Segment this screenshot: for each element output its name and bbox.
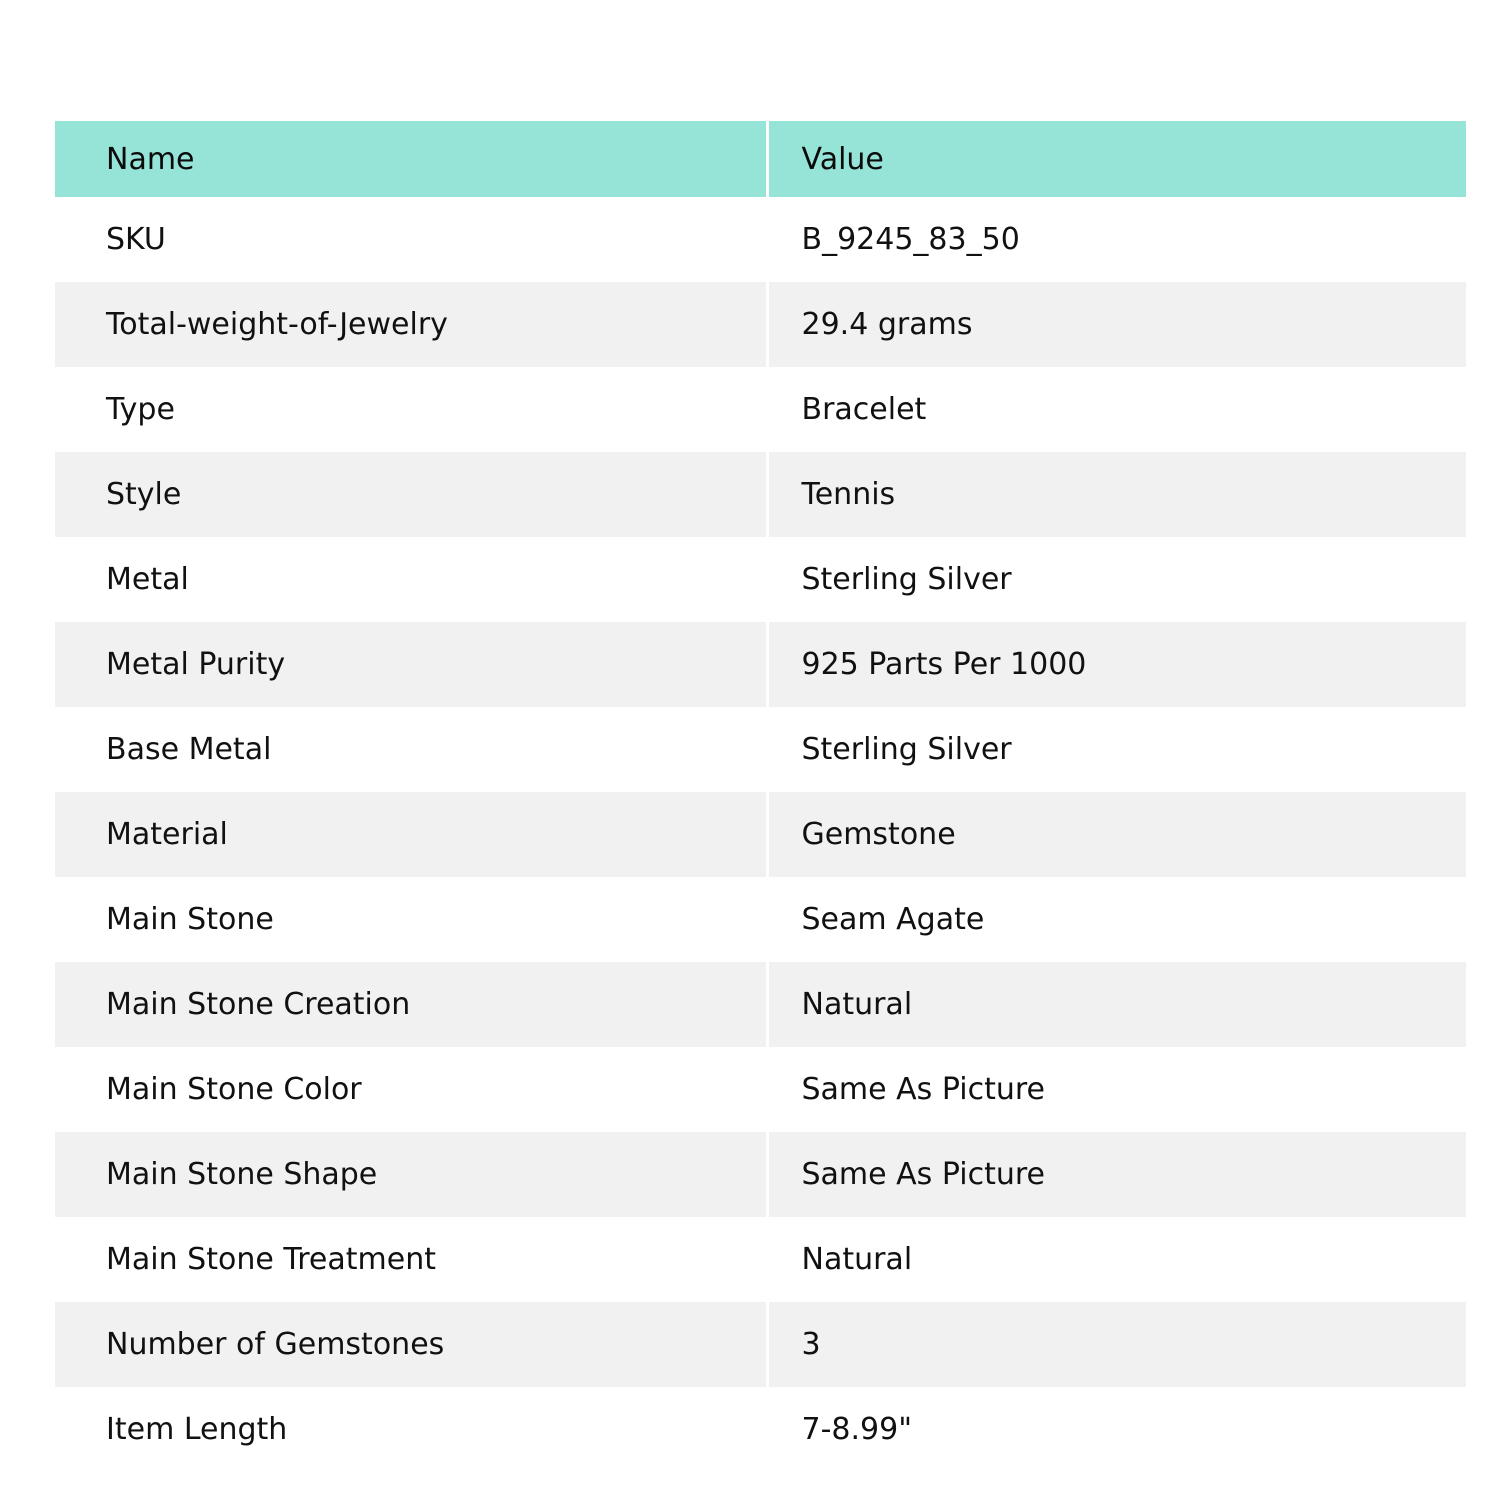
table-row <box>55 367 1466 452</box>
table-row <box>55 282 1466 367</box>
table-row <box>55 1132 1466 1217</box>
table-row <box>55 962 1466 1047</box>
row-name-cell: Main Stone Shape <box>55 1132 767 1217</box>
table-row <box>55 537 1466 622</box>
row-name-cell: Item Length <box>55 1387 767 1472</box>
table-row <box>55 1217 1466 1302</box>
table-row <box>55 197 1466 282</box>
table-row <box>55 792 1466 877</box>
row-value-cell: Tennis <box>767 452 1466 537</box>
row-name-cell: Main Stone Color <box>55 1047 767 1132</box>
row-name-cell: Number of Gemstones <box>55 1302 767 1387</box>
row-value-cell: 925 Parts Per 1000 <box>767 622 1466 707</box>
row-name-cell: Main Stone Treatment <box>55 1217 767 1302</box>
table-header <box>55 121 1466 197</box>
row-name-cell: Type <box>55 367 767 452</box>
table-row <box>55 622 1466 707</box>
row-value-cell: Seam Agate <box>767 877 1466 962</box>
row-name-cell: Base Metal <box>55 707 767 792</box>
row-value-cell: Gemstone <box>767 792 1466 877</box>
row-value-cell: Natural <box>767 1217 1466 1302</box>
row-value-cell: 7-8.99" <box>767 1387 1466 1472</box>
row-value-cell: 3 <box>767 1302 1466 1387</box>
table-row <box>55 1047 1466 1132</box>
row-value-cell: Sterling Silver <box>767 707 1466 792</box>
row-name-cell: Material <box>55 792 767 877</box>
row-value-cell: Same As Picture <box>767 1047 1466 1132</box>
row-value-cell: Sterling Silver <box>767 537 1466 622</box>
row-value-cell: Same As Picture <box>767 1132 1466 1217</box>
row-name-cell: Main Stone <box>55 877 767 962</box>
row-name-cell: Main Stone Creation <box>55 962 767 1047</box>
row-name-cell: Metal Purity <box>55 622 767 707</box>
table-body <box>55 197 1466 1472</box>
row-name-cell: Total-weight-of-Jewelry <box>55 282 767 367</box>
table-row <box>55 707 1466 792</box>
table-row <box>55 877 1466 962</box>
row-value-cell: Natural <box>767 962 1466 1047</box>
table-row <box>55 452 1466 537</box>
product-spec-table <box>55 121 1466 1472</box>
row-value-cell: Bracelet <box>767 367 1466 452</box>
header-row <box>55 121 1466 197</box>
row-name-cell: Metal <box>55 537 767 622</box>
row-name-cell: SKU <box>55 197 767 282</box>
column-header-name: Name <box>55 121 767 197</box>
row-value-cell: B_9245_83_50 <box>767 197 1466 282</box>
table-row <box>55 1387 1466 1472</box>
column-header-value: Value <box>767 121 1466 197</box>
row-value-cell: 29.4 grams <box>767 282 1466 367</box>
table-row <box>55 1302 1466 1387</box>
row-name-cell: Style <box>55 452 767 537</box>
